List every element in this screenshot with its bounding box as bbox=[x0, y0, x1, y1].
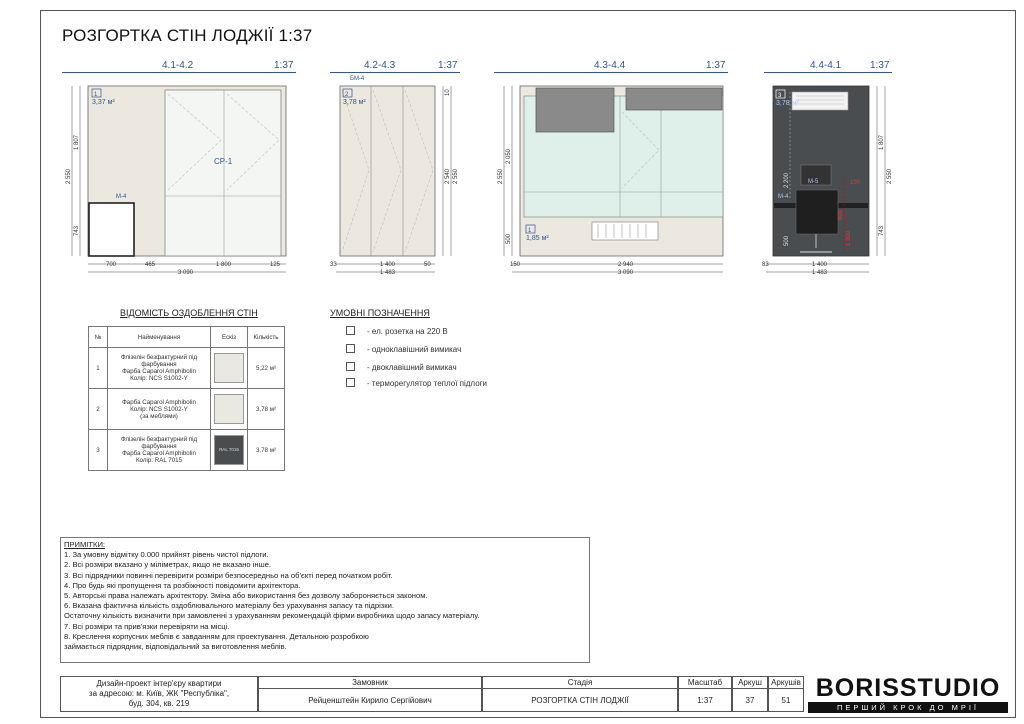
material-name bbox=[108, 348, 211, 389]
swatch-cell bbox=[211, 348, 248, 389]
dimension-total: 1 483 bbox=[812, 270, 828, 276]
sheet-value: 37 bbox=[745, 696, 755, 705]
elevation-scale: 1:37 bbox=[274, 60, 294, 71]
title-block-stage bbox=[482, 676, 678, 712]
table-header: Найменування bbox=[108, 327, 211, 348]
sheet-header: Аркуш bbox=[733, 677, 767, 689]
room-tag: 3 bbox=[778, 93, 782, 99]
stage-value: РОЗГОРТКА СТІН ЛОДЖІЇ bbox=[531, 696, 629, 705]
socket-icon bbox=[346, 326, 355, 335]
sheets-value: 51 bbox=[781, 696, 791, 705]
legend-label: - одноклавішний вимикач bbox=[367, 345, 462, 354]
material-line: Фарба Caparol Amphibolin bbox=[122, 450, 196, 457]
note-line: 7. Всі розміри та прив'язки перевіряти на місці. bbox=[64, 621, 230, 631]
quantity: 3,78 м² bbox=[248, 389, 285, 430]
notes-title: ПРИМІТКИ: bbox=[64, 540, 106, 549]
table-header: № bbox=[89, 327, 108, 348]
elevation-4 bbox=[762, 86, 893, 276]
material-name bbox=[108, 389, 211, 430]
elevation-name: 4.2-4.3 bbox=[364, 60, 396, 71]
note-line: 4. Про будь які пропущення та розбіжності повідомити архітектора. bbox=[64, 580, 301, 590]
sheets-header: Аркушів bbox=[769, 677, 803, 689]
row-number: 2 bbox=[89, 389, 108, 430]
color-swatch: RAL 7015 bbox=[214, 435, 244, 465]
dimension: 150 bbox=[510, 262, 521, 268]
elevation-name: 4.3-4.4 bbox=[594, 60, 626, 71]
elevation-scale: 1:37 bbox=[870, 60, 890, 71]
material-line: Колір: NCS S1002-Y bbox=[130, 375, 188, 382]
elevation-1 bbox=[66, 86, 286, 276]
title-block-project bbox=[60, 676, 258, 712]
dimension-total: 3 090 bbox=[618, 270, 634, 276]
dimension: 2 940 bbox=[618, 262, 634, 268]
dimension: 1 807 bbox=[879, 134, 885, 150]
double-switch-icon bbox=[346, 362, 355, 371]
quantity: 5,22 м² bbox=[248, 348, 285, 389]
dimension: 2 540 bbox=[445, 168, 451, 184]
dimension: 33 bbox=[330, 262, 337, 268]
furniture-label: М-4 bbox=[116, 194, 127, 200]
title-block-sheet bbox=[732, 676, 768, 712]
title-block-scale bbox=[678, 676, 732, 712]
note-line: 1. За умовну відмітку 0.000 прийнят рівень чистої підлоги. bbox=[64, 550, 269, 560]
note-line: займається підрядник, відповідальний за виготовлення меблів. bbox=[64, 642, 287, 652]
page-title: РОЗГОРТКА СТІН ЛОДЖІЇ 1:37 bbox=[62, 26, 313, 45]
dimension-total: 1 483 bbox=[380, 270, 396, 276]
note-line: 2. Всі розміри вказано у міліметрах, якщо не вказано інше. bbox=[64, 560, 272, 570]
material-line: фарбування bbox=[141, 443, 177, 450]
dimension: 2 050 bbox=[506, 148, 512, 164]
red-dimension: 1 300 bbox=[846, 230, 852, 246]
material-line: Флізелін безфактурний під bbox=[120, 436, 198, 443]
wall-area: 1,85 м² bbox=[526, 235, 549, 242]
scale-header: Масштаб bbox=[679, 677, 731, 689]
dimension: 700 bbox=[106, 262, 117, 268]
quantity: 3,78 м² bbox=[248, 430, 285, 471]
swatch-cell bbox=[211, 389, 248, 430]
row-number: 1 bbox=[89, 348, 108, 389]
material-line: (за меблями) bbox=[140, 412, 178, 420]
dimension-total: 3 090 bbox=[178, 270, 194, 276]
elevation-scale: 1:37 bbox=[706, 60, 726, 71]
table-row bbox=[89, 348, 285, 389]
glazing-label: СР-1 bbox=[214, 157, 233, 166]
studio-logo bbox=[804, 674, 1012, 714]
legend-item-single-switch bbox=[346, 344, 461, 354]
note-line: 5. Авторські права належать архітектору. Зміна або використання без дозволу забороняється законом. bbox=[64, 591, 428, 601]
dimension: 2 550 bbox=[66, 168, 72, 184]
material-name bbox=[108, 430, 211, 471]
client-header: Замовник bbox=[259, 677, 481, 689]
material-line: Фарба Caparol Amphibolin bbox=[122, 368, 196, 375]
legend-title: УМОВНІ ПОЗНАЧЕННЯ bbox=[330, 308, 430, 318]
note-line: 3. Всі підрядники повинні перевірити розміри безпосередньо на об'єкті перед початком робіт. bbox=[64, 570, 393, 580]
material-line: Колір: NCS S1002-Y bbox=[130, 405, 188, 413]
elevation-3 bbox=[498, 86, 723, 276]
table-row bbox=[89, 389, 285, 430]
note-line: Остаточну кількість визначити при замовленні з урахуванням рекомендацій фірми виробника щодо запасу матеріалу. bbox=[64, 611, 480, 621]
material-line: Фарба Caparol Amphibolin bbox=[122, 398, 196, 406]
table-header: Кількість bbox=[248, 327, 285, 348]
table-row bbox=[89, 430, 285, 471]
note-line: 6. Вказана фактична кількість оздоблювального матеріалу без урахування запасу та підрізки. bbox=[64, 601, 394, 611]
elevation-name: 4.4-4.1 bbox=[810, 60, 842, 71]
elevation-scale: 1:37 bbox=[438, 60, 458, 71]
legend-label: - двоклавішний вимикач bbox=[367, 363, 457, 372]
title-block-sheets bbox=[768, 676, 804, 712]
dimension: 10 bbox=[445, 89, 451, 96]
elevation-2 bbox=[330, 76, 459, 276]
furniture-label: БМ-4 bbox=[350, 76, 365, 82]
material-line: фарбування bbox=[141, 361, 177, 368]
room-tag: 2 bbox=[345, 92, 349, 98]
client-name: Рейценштейн Кирило Сергійович bbox=[308, 696, 432, 705]
dimension: 500 bbox=[784, 235, 790, 246]
material-line: Флізелін безфактурний під bbox=[120, 354, 198, 361]
dimension: 2 550 bbox=[887, 168, 893, 184]
table-header: Ескіз bbox=[211, 327, 248, 348]
dimension: 465 bbox=[145, 262, 156, 268]
dimension: 2 550 bbox=[498, 168, 504, 184]
stage-header: Стадія bbox=[483, 677, 677, 689]
furniture-label: М-4 bbox=[778, 194, 789, 200]
legend-label: - терморегулятор теплої підлоги bbox=[367, 379, 488, 388]
switch-icon bbox=[346, 344, 355, 353]
furniture-label: М-5 bbox=[808, 179, 819, 185]
legend-item-double-switch bbox=[346, 362, 457, 372]
room-tag: 1 bbox=[94, 92, 98, 98]
dimension: 1 800 bbox=[216, 262, 232, 268]
dimension: 83 bbox=[762, 262, 769, 268]
legend-label: - ел. розетка на 220 В bbox=[367, 327, 448, 336]
swatch-cell bbox=[211, 430, 248, 471]
dimension: 2 200 bbox=[784, 172, 790, 188]
dimension: 743 bbox=[879, 225, 885, 236]
elevation-drawings bbox=[0, 0, 1024, 300]
logo-text: BORISSTUDIO bbox=[815, 674, 1001, 702]
finish-table-title: ВІДОМІСТЬ ОЗДОБЛЕННЯ СТІН bbox=[120, 308, 258, 318]
red-dimension: 600 bbox=[838, 209, 844, 220]
dimension: 1 400 bbox=[380, 262, 396, 268]
project-line: за адресою: м. Київ, ЖК "Республіка", bbox=[88, 689, 230, 698]
dimension: 125 bbox=[270, 262, 281, 268]
finish-table bbox=[88, 326, 285, 471]
dimension: 1 807 bbox=[74, 134, 80, 150]
wall-area: 3,78 м² bbox=[776, 100, 799, 107]
dimension: 1 400 bbox=[812, 262, 828, 268]
color-swatch bbox=[214, 394, 244, 424]
dimension: 743 bbox=[74, 225, 80, 236]
thermostat-icon bbox=[346, 378, 355, 387]
project-line: Дизайн-проект інтер'єру квартири bbox=[96, 679, 222, 688]
project-line: буд. 304, кв. 219 bbox=[128, 699, 190, 708]
dimension: 500 bbox=[506, 233, 512, 244]
color-swatch bbox=[214, 353, 244, 383]
material-line: Колір: RAL 7015 bbox=[135, 457, 183, 464]
red-dimension: 100 bbox=[850, 180, 861, 186]
room-tag: 1 bbox=[528, 228, 532, 234]
legend-item-thermostat bbox=[346, 378, 487, 388]
notes-box bbox=[60, 537, 590, 663]
note-line: 8. Креслення корпусних меблів є завданням для проектування. Детальною розробкою bbox=[64, 631, 369, 641]
dimension: 2 550 bbox=[453, 168, 459, 184]
scale-value: 1:37 bbox=[697, 696, 713, 705]
title-block-client bbox=[258, 676, 482, 712]
wall-area: 3,37 м² bbox=[92, 99, 115, 106]
legend-item-socket bbox=[346, 326, 448, 336]
logo-slogan: ПЕРШИЙ КРОК ДО МРІЇ bbox=[808, 702, 1008, 713]
row-number: 3 bbox=[89, 430, 108, 471]
elevation-name: 4.1-4.2 bbox=[162, 60, 194, 71]
wall-area: 3,78 м² bbox=[343, 99, 366, 106]
dimension: 50 bbox=[424, 262, 431, 268]
